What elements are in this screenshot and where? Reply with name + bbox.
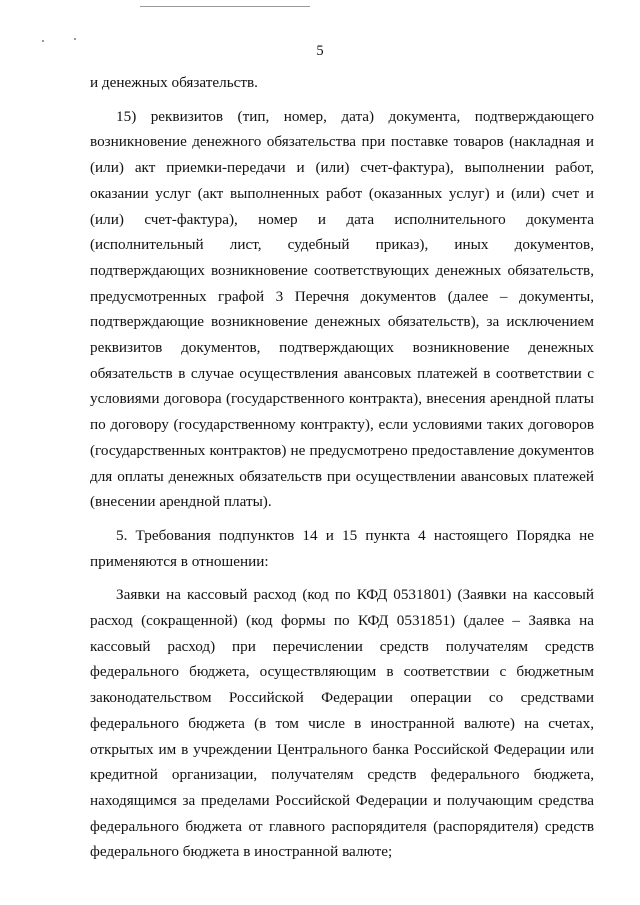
scan-artifact-dot [42,40,44,42]
text-line: федерального бюджета, осуществляющим в соответствии с бюджетным [90,663,594,681]
text-line: расход (сокращенной) (код формы по КФД 0531851) (далее – Заявка на [90,612,594,630]
text-line: федерального бюджета в иностранной валюте; [90,843,393,861]
text-line: Заявки на кассовый расход (код по КФД 0531801) (Заявки на кассовый [116,586,594,604]
continuation-paragraph [90,70,594,96]
text-line: оказании услуг (акт выполненных работ (оказанных услуг) и (или) счет и [90,184,594,202]
text-line: (исполнительный лист, судебный приказ), иных документов, [90,236,594,254]
page-number: 5 [316,43,324,59]
text-line: по договору (государственному контракту), если условиями таких договоров [90,416,594,434]
scan-artifact-dot [74,38,76,40]
scan-artifact-line [140,6,310,7]
text-line: подтверждающие возникновение денежных обязательств), за исключением [90,313,594,331]
item-15-paragraph [90,104,594,515]
text-line: применяются в отношении: [90,552,269,570]
text-line: (государственных контрактов) не предусмотрено предоставление документов [90,441,594,459]
text-line: обязательств в случае осуществления авансовых платежей в соответствии с [90,364,594,382]
zayavki-paragraph [90,582,594,865]
text-line: федерального бюджета (в том числе в иностранной валюте) на счетах, [90,714,594,732]
text-line: предусмотренных графой 3 Перечня документов (далее – документы, [90,287,594,305]
document-body [90,70,594,865]
text-line: 15) реквизитов (тип, номер, дата) документа, подтверждающего [116,107,594,125]
text-line: кассовый расход) при перечислении средств получателям средств [90,637,594,655]
text-line: условиями договора (государственного контракта), внесения арендной платы [90,390,594,408]
text-line: реквизитов документов, подтверждающих возникновение денежных [90,339,594,357]
text-line: открытых им в учреждении Центрального банка Российской Федерации или [90,740,594,758]
text-line: законодательством Российской Федерации операции со средствами [90,689,594,707]
text-line: находящимся за пределами Российской Федерации и получающим средства [90,791,594,809]
text-line: подтверждающих возникновение соответствующих денежных обязательств, [90,261,594,279]
text-line: и денежных обязательств. [90,74,258,91]
text-line: 5. Требования подпунктов 14 и 15 пункта 4 настоящего Порядка не [116,526,594,544]
text-line: федерального бюджета от главного распорядителя (распорядителя) средств [90,817,594,835]
item-5-paragraph [90,523,594,574]
text-line: для оплаты денежных обязательств при осуществлении авансовых платежей [90,467,594,485]
text-line: (или) счет-фактура), номер и дата исполнительного документа [90,210,594,228]
text-line: возникновение денежного обязательства при поставке товаров (накладная и [90,133,594,151]
text-line: (внесении арендной платы). [90,493,272,511]
text-line: кредитной организации, получателям средств федерального бюджета, [90,766,594,784]
text-line: (или) акт приемки-передачи и (или) счет-фактура), выполнении работ, [90,159,594,177]
